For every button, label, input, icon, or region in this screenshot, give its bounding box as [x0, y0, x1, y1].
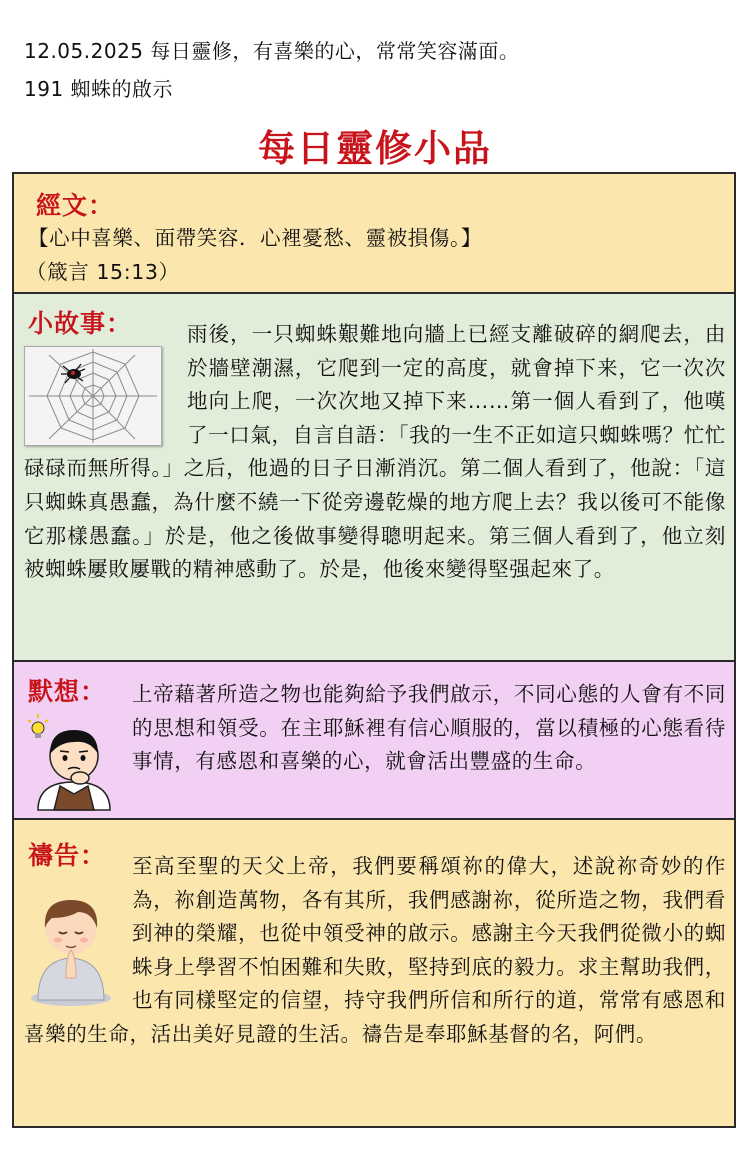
story-text: 雨後，一只蜘蛛艱難地向牆上已經支離破碎的網爬去，由於牆壁潮濕，它爬到一定的高度，就會掉下来，它一次次地向上爬，一次次地又掉下来……第一個人看到了，他嘆了一口氣，自言自語：「我的一生不正如這只蜘蛛嗎？忙忙碌碌而無所得。」之后，他過的日子日漸消沉。第二個人看到了，他說：「這只蜘蛛真愚蠢，為什麼不繞一下從旁邊乾燥的地方爬上去？我以後可不能像它那樣愚蠢。」於是，他之後做事變得聰明起来。第三個人看到了，他立刻被蜘蛛屢敗屢戰的精神感動了。於是，他後來變得堅强起來了。 — [24, 322, 726, 582]
story-text-block — [24, 318, 726, 587]
story-title: 小故事： — [28, 309, 133, 338]
meditation-title: 默想： — [28, 677, 107, 706]
prayer-float — [24, 850, 132, 1010]
scripture-title: 經文： — [36, 191, 115, 220]
header — [24, 32, 724, 108]
prayer-section — [14, 820, 734, 1126]
praying-boy-icon — [26, 886, 132, 1017]
devotional-card — [12, 172, 736, 1128]
meditation-text-block — [24, 678, 726, 806]
story-float — [24, 318, 179, 452]
meditation-text: 上帝藉著所造之物也能夠給予我們啟示，不同心態的人會有不同的思想和領受。在主耶穌裡有信心順服的，當以積極的心態看待事情，有感恩和喜樂的心，就會活出豐盛的生命。 — [132, 682, 726, 774]
meditation-section — [14, 662, 734, 820]
date-title: 12.05.2025 每日靈修，有喜樂的心，常常笑容滿面。 — [24, 39, 520, 63]
prayer-text: 至高至聖的天父上帝，我們要稱頌祢的偉大，述說祢奇妙的作為，祢創造萬物，各有其所，我們感謝祢，從所造之物，我們看到神的榮耀，也從中領受神的啟示。感謝主今天我們從微小的蜘蛛身上學習不怕困難和失敗，堅持到底的毅力。求主幫助我們，也有同樣堅定的信望，持守我們所信和所行的道，常常有感恩和喜樂的生命，活出美好見證的生活。禱告是奉耶穌基督的名，阿們。 — [24, 854, 726, 1046]
scripture-section — [14, 174, 734, 294]
scripture-reference: （箴言 15:13） — [26, 260, 180, 284]
story-section — [14, 294, 734, 662]
episode-title: 191 蜘蛛的啟示 — [24, 77, 174, 101]
prayer-title: 禱告： — [28, 841, 107, 870]
meditation-float — [24, 678, 132, 806]
thinking-boy-icon — [24, 712, 132, 820]
prayer-text-block — [24, 850, 726, 1052]
scripture-text: 【心中喜樂、面帶笑容．心裡憂愁、靈被損傷。】 — [28, 226, 482, 250]
main-title: 每日靈修小品 — [258, 127, 492, 170]
spider-web-icon — [24, 346, 162, 446]
